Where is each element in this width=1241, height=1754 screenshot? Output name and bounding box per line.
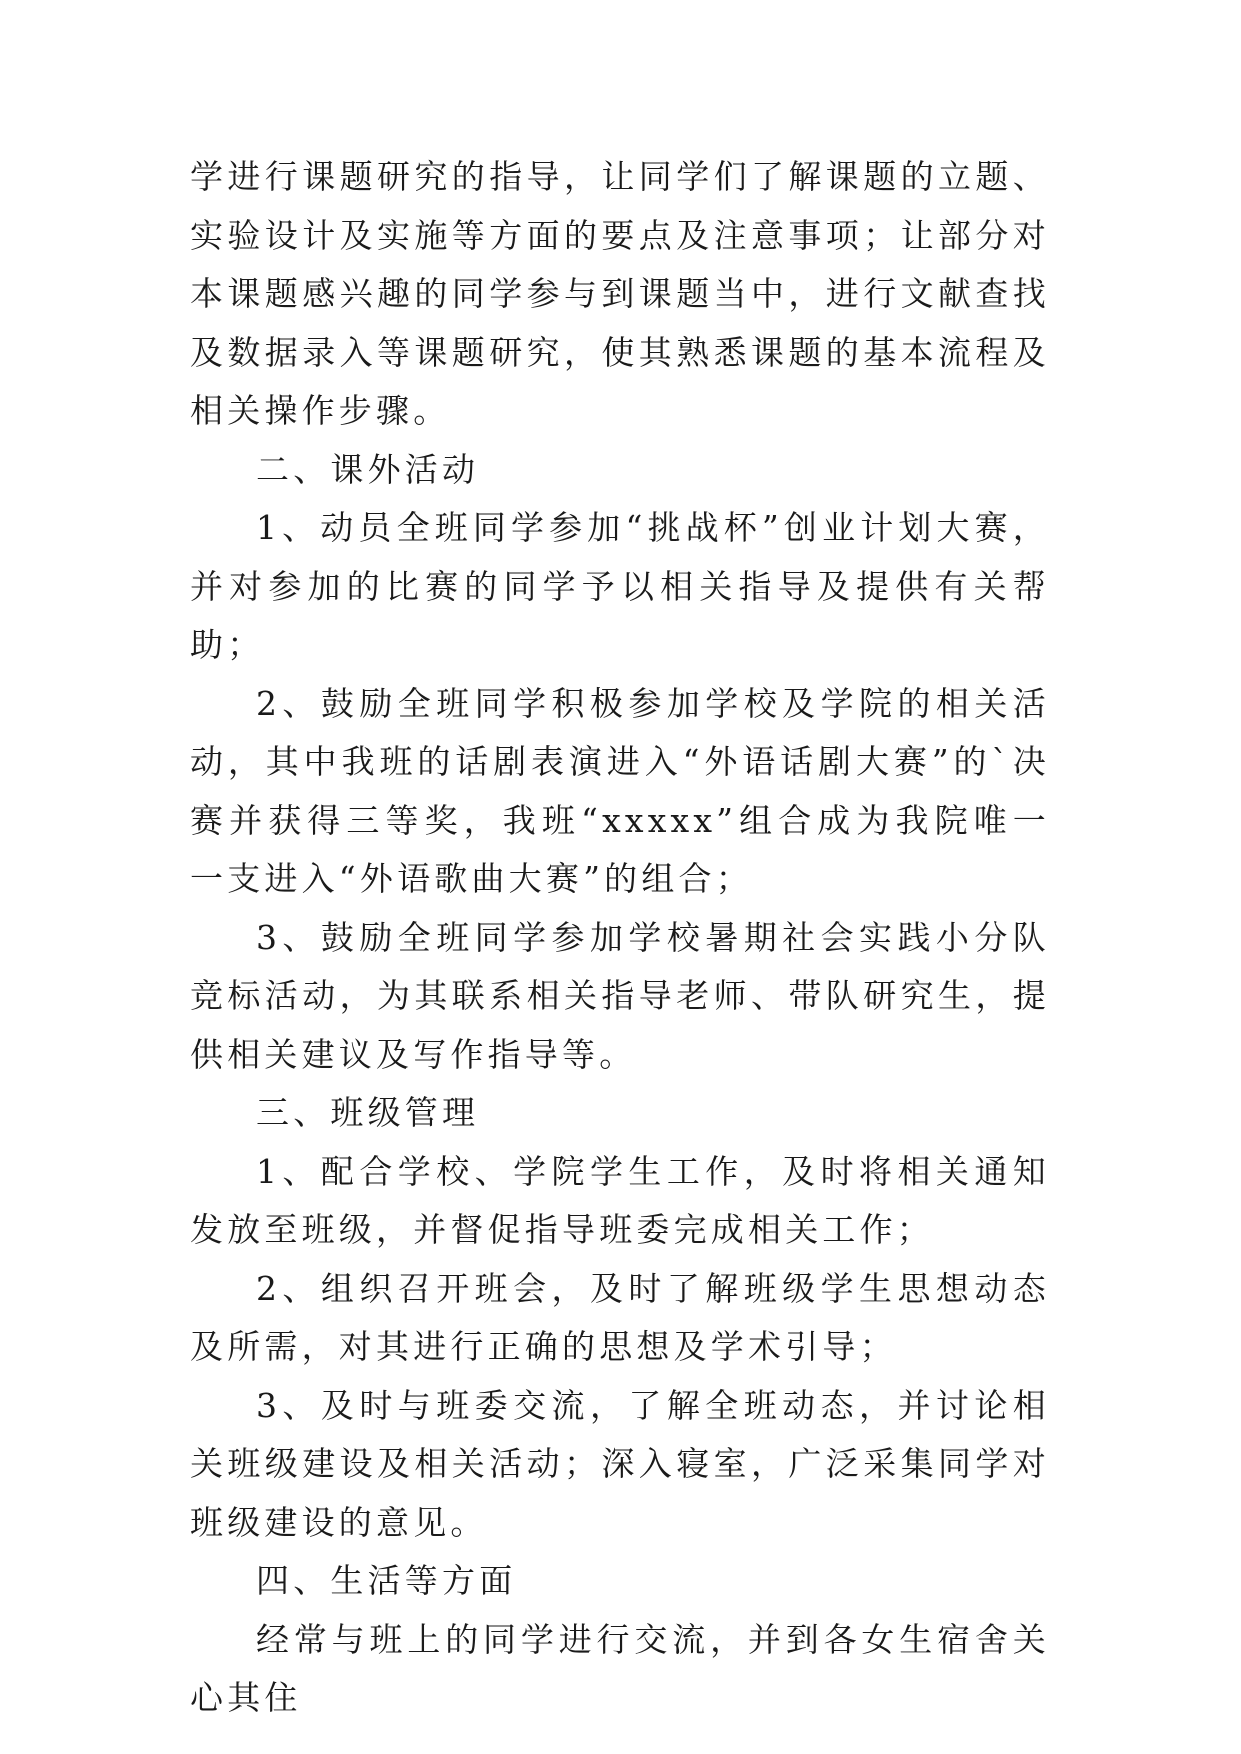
paragraph-item: 2、组织召开班会，及时了解班级学生思想动态及所需，对其进行正确的思想及学术引导； — [190, 1268, 1050, 1366]
document-body — [190, 148, 1050, 1728]
paragraph-item: 1、动员全班同学参加“挑战杯”创业计划大赛，并对参加的比赛的同学予以相关指导及提供有关帮助； — [190, 508, 1050, 664]
paragraph-item: 2、鼓励全班同学积极参加学校及学院的相关活动，其中我班的话剧表演进入“外语话剧大赛”的`决赛并获得三等奖，我班“xxxxx”组合成为我院唯一一支进入“外语歌曲大赛”的组合； — [190, 683, 1050, 898]
paragraph-item: 经常与班上的同学进行交流，并到各女生宿舍关心其住 — [190, 1619, 1050, 1717]
section-heading-class-management: 三、班级管理 — [256, 1093, 480, 1132]
paragraph-continuation: 学进行课题研究的指导，让同学们了解课题的立题、实验设计及实施等方面的要点及注意事项；让部分对本课题感兴趣的同学参与到课题当中，进行文献查找及数据录入等课题研究，使其熟悉课题的基本流程及相关操作步骤。 — [190, 157, 1050, 430]
paragraph-item: 3、鼓励全班同学参加学校暑期社会实践小分队竞标活动，为其联系相关指导老师、带队研究生，提供相关建议及写作指导等。 — [190, 917, 1050, 1074]
paragraph-item: 3、及时与班委交流，了解全班动态，并讨论相关班级建设及相关活动；深入寝室，广泛采集同学对班级建设的意见。 — [190, 1385, 1050, 1542]
paragraph-item: 1、配合学校、学院学生工作，及时将相关通知发放至班级，并督促指导班委完成相关工作； — [190, 1151, 1050, 1249]
section-heading-life: 四、生活等方面 — [256, 1561, 517, 1600]
section-heading-extracurricular: 二、课外活动 — [256, 449, 480, 489]
